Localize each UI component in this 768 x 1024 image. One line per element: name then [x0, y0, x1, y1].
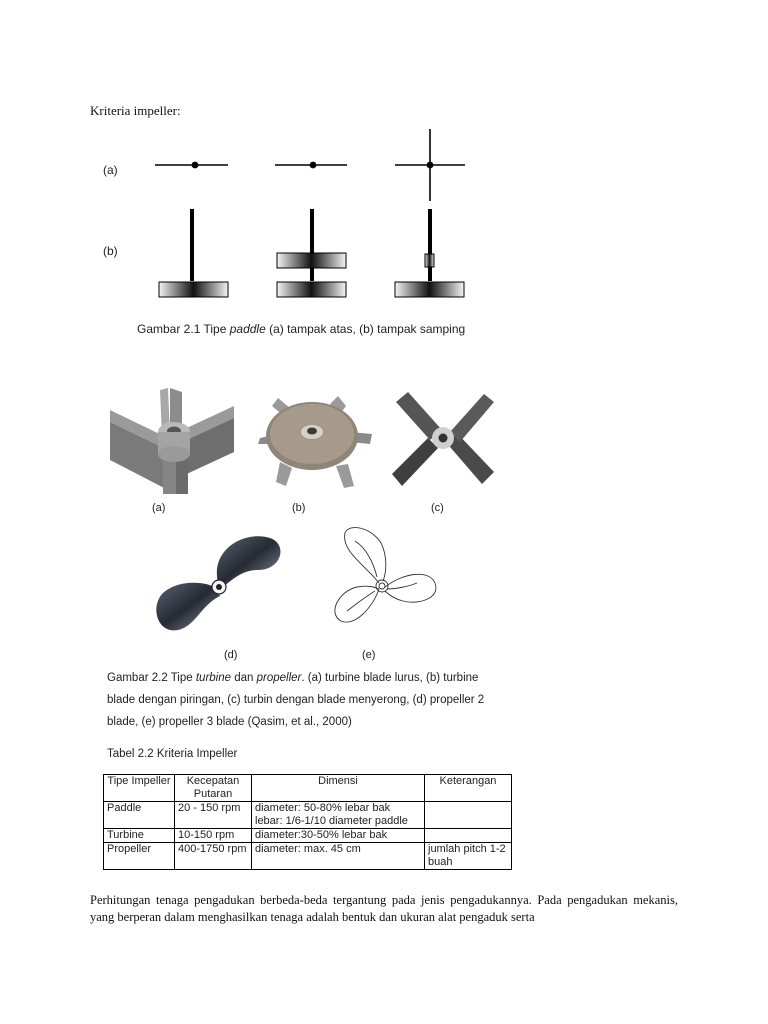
table-header-cell: Kecepatan Putaran: [175, 775, 252, 802]
table-cell-line: diameter: 50-80% lebar bak: [255, 802, 391, 814]
table-cell: Paddle: [104, 802, 175, 829]
table-cell: 400-1750 rpm: [175, 843, 252, 870]
table-header-cell: Tipe Impeller: [104, 775, 175, 802]
table-cell: Turbine: [104, 829, 175, 843]
figure2-label-a: (a): [152, 502, 166, 514]
paddle-side-view-3: [395, 209, 464, 297]
table-cell: 10-150 rpm: [175, 829, 252, 843]
table-row: [104, 802, 512, 829]
table-cell: [425, 802, 512, 829]
table-row: [104, 843, 512, 870]
paddle-top-view-2: [275, 162, 347, 169]
figure1-caption: Gambar 2.1 Tipe paddle (a) tampak atas, (b) tampak samping: [137, 322, 466, 336]
section-heading: Kriteria impeller:: [90, 103, 181, 118]
propeller-2-blade-image: [148, 530, 288, 638]
table-cell: jumlah pitch 1-2 buah: [425, 843, 512, 870]
table-title: Tabel 2.2 Kriteria Impeller: [107, 748, 238, 760]
figure1-row-a-label: (a): [103, 163, 118, 177]
table-cell: diameter:30-50% lebar bak: [252, 829, 425, 843]
table-cell: [252, 802, 425, 829]
table-header-cell: Keterangan: [425, 775, 512, 802]
turbine-straight-blade-image: [108, 388, 238, 496]
table-row: [104, 829, 512, 843]
figure2-label-b: (b): [292, 502, 306, 514]
table-cell: diameter: max. 45 cm: [252, 843, 425, 870]
figure2-label-e: (e): [362, 649, 376, 661]
paddle-top-view-1: [155, 162, 228, 169]
body-paragraph: Perhitungan tenaga pengadukan berbeda-beda tergantung pada jenis pengadukannya. Pada pengadukan mekanis, yang berperan dalam menghasilkan tenaga adalah bentuk dan ukuran alat pengaduk serta: [90, 893, 678, 924]
figure2-caption: Gambar 2.2 Tipe turbine dan propeller. (a) turbine blade lurus, (b) turbine blade dengan piringan, (c) turbin dengan blade menyerong, (d) propeller 2 blade, (e) propeller 3 blade (Qasim, et al., 2000): [107, 672, 485, 728]
table-header-row: [104, 775, 512, 802]
paddle-diagram: [140, 125, 480, 305]
table-header-cell: Dimensi: [252, 775, 425, 802]
impeller-criteria-table: [103, 774, 512, 870]
paddle-side-view-1: [159, 209, 228, 297]
table-cell: [425, 829, 512, 843]
figure2-label-c: (c): [431, 502, 444, 514]
table-cell-line: lebar: 1/6-1/10 diameter paddle: [255, 815, 408, 827]
paddle-side-view-2: [277, 209, 346, 297]
table-cell: Propeller: [104, 843, 175, 870]
propeller-3-blade-image: [325, 525, 445, 640]
table-cell: 20 - 150 rpm: [175, 802, 252, 829]
figure2-label-d: (d): [224, 649, 238, 661]
figure1-row-b-label: (b): [103, 244, 118, 258]
paddle-top-view-3: [395, 129, 465, 201]
turbine-pitched-blade-image: [388, 388, 498, 496]
turbine-disc-blade-image: [250, 388, 375, 496]
